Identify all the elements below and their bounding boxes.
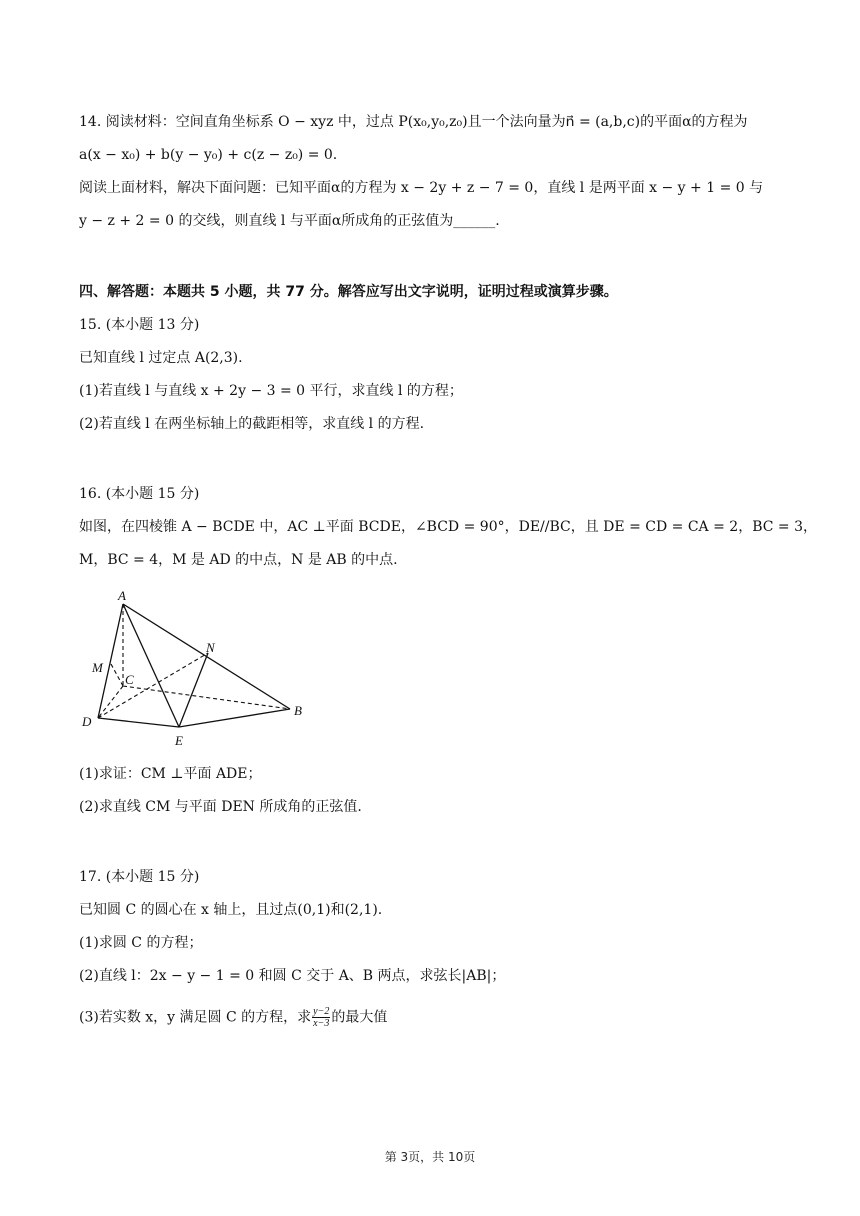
fraction [312, 1006, 330, 1029]
section-heading: 四、解答题：本题共 5 小题，共 77 分。解答应写出文字说明，证明过程或演算步骤。 [79, 284, 618, 300]
q14-line-3: 阅读上面材料，解决下面问题：已知平面α的方程为 x − 2y + z − 7 = 0，直线 l 是两平面 x − y + 1 = 0 与 [79, 180, 764, 196]
pyramid-figure [78, 588, 318, 750]
label-e: E [175, 733, 183, 748]
q17-number: 17. (本小题 15 分) [79, 869, 200, 885]
q16-stem-2: M，BC = 4，M 是 AD 的中点，N 是 AB 的中点. [79, 552, 398, 568]
q15-number: 15. (本小题 13 分) [79, 317, 200, 333]
edge-eb [179, 709, 290, 727]
page-footer: 第 3页，共 10页 [384, 1150, 476, 1164]
edge-cm-hidden [111, 664, 123, 686]
q15-part1: (1)若直线 l 与直线 x + 2y − 3 = 0 平行，求直线 l 的方程； [79, 383, 463, 399]
fraction-numerator: y−2 [313, 1006, 330, 1017]
edge-en [179, 653, 208, 727]
q17-part3 [79, 1006, 387, 1029]
edge-cb-hidden [123, 686, 290, 709]
q17-part2: (2)直线 l：2x − y − 1 = 0 和圆 C 交于 A、B 两点，求弦长|AB|； [79, 968, 506, 984]
q14-line-1: 14. 阅读材料：空间直角坐标系 O − xyz 中，过点 P(x₀,y₀,z₀)且一个法向量为n⃗ = (a,b,c)的平面α的方程为 [79, 114, 748, 130]
q17-part3-prefix: (3)若实数 x，y 满足圆 C 的方程，求 [79, 1009, 312, 1026]
edge-dn-hidden [98, 653, 208, 718]
q17-stem: 已知圆 C 的圆心在 x 轴上，且过点(0,1)和(2,1). [79, 902, 383, 918]
q15-stem: 已知直线 l 过定点 A(2,3). [79, 350, 243, 366]
edge-ae [123, 604, 179, 727]
q15-part2: (2)若直线 l 在两坐标轴上的截距相等，求直线 l 的方程. [79, 416, 425, 432]
edge-de [98, 718, 179, 727]
fraction-denominator: x−3 [313, 1018, 330, 1029]
q14-line-4: y − z + 2 = 0 的交线，则直线 l 与平面α所成角的正弦值为______. [79, 213, 500, 229]
q16-part1: (1)求证：CM ⊥平面 ADE； [79, 766, 262, 782]
label-d: D [82, 714, 92, 729]
label-m: M [92, 660, 103, 675]
q14-line-2: a(x − x₀) + b(y − y₀) + c(z − z₀) = 0. [79, 147, 338, 163]
q17-part3-suffix: 的最大值 [331, 1009, 388, 1026]
q17-part1: (1)求圆 C 的方程； [79, 935, 203, 951]
q16-part2: (2)求直线 CM 与平面 DEN 所成角的正弦值. [79, 799, 362, 815]
label-a: A [118, 588, 126, 603]
label-n: N [206, 640, 215, 655]
q16-number: 16. (本小题 15 分) [79, 486, 200, 502]
q16-stem-1: 如图，在四棱锥 A − BCDE 中，AC ⊥平面 BCDE，∠BCD = 90°，DE//BC，且 DE = CD = CA = 2，BC = 3， [79, 519, 817, 535]
label-c: C [125, 672, 134, 687]
label-b: B [294, 703, 302, 718]
